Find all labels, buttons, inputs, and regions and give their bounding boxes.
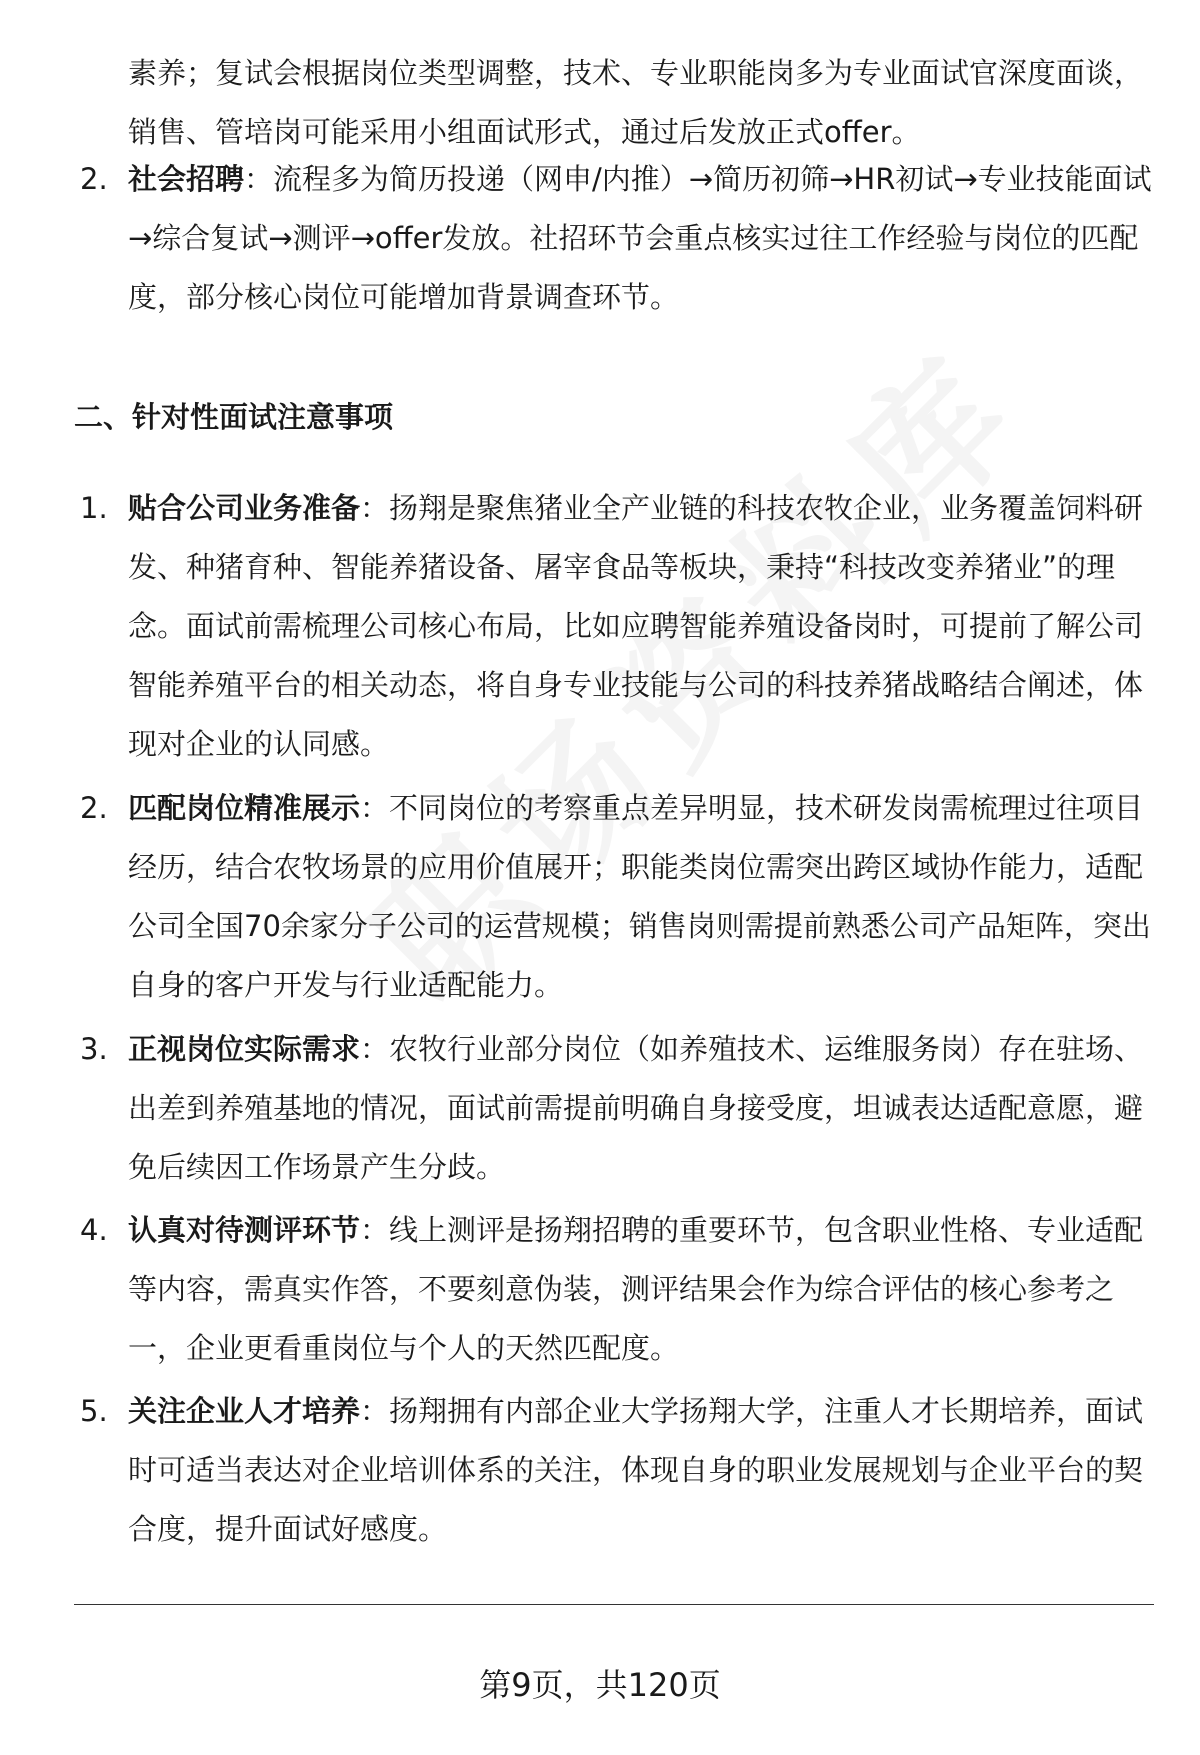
item-text: ：流程多为简历投递（网申/内推）→简历初筛→HR初试→专业技能面试→综合复试→测评→offer发放。社招环节会重点核实过往工作经验与岗位的匹配度，部分核心岗位可能增加背景调查环节。: [128, 162, 1152, 314]
list-number: 1.: [80, 491, 108, 525]
section-heading: 二、针对性面试注意事项: [74, 400, 394, 434]
list-item: [128, 779, 1156, 1015]
page-number: 第9页，共120页: [479, 1666, 721, 1704]
item-text: ：农牧行业部分岗位（如养殖技术、运维服务岗）存在驻场、出差到养殖基地的情况，面试前需提前明确自身接受度，坦诚表达适配意愿，避免后续因工作场景产生分歧。: [128, 1032, 1144, 1184]
item-text: ：扬翔是聚焦猪业全产业链的科技农牧企业，业务覆盖饲料研发、种猪育种、智能养猪设备、屠宰食品等板块，秉持“科技改变养猪业”的理念。面试前需梳理公司核心布局，比如应聘智能养殖设备岗时，可提前了解公司智能养殖平台的相关动态，将自身专业技能与公司的科技养猪战略结合阐述，体现对企业的认同感。: [128, 491, 1144, 761]
item-text: ：不同岗位的考察重点差异明显，技术研发岗需梳理过往项目经历，结合农牧场景的应用价值展开；职能类岗位需突出跨区域协作能力，适配公司全国70余家分子公司的运营规模；销售岗则需提前熟悉公司产品矩阵，突出自身的客户开发与行业适配能力。: [128, 791, 1151, 1002]
list-number: 2.: [80, 162, 108, 196]
item-text: 素养；复试会根据岗位类型调整，技术、专业职能岗多为专业面试官深度面谈，销售、管培岗可能采用小组面试形式，通过后发放正式offer。: [128, 56, 1144, 149]
list-item: [128, 150, 1156, 327]
footer-divider: [74, 1604, 1154, 1605]
list-item: [128, 1201, 1156, 1378]
item-term: 社会招聘: [128, 162, 245, 196]
list-item: [128, 1382, 1156, 1559]
list-number: 5.: [80, 1394, 108, 1428]
item-term: 贴合公司业务准备: [128, 491, 361, 525]
list-number: 2.: [80, 791, 108, 825]
item-text: ：线上测评是扬翔招聘的重要环节，包含职业性格、专业适配等内容，需真实作答，不要刻意伪装，测评结果会作为综合评估的核心参考之一，企业更看重岗位与个人的天然匹配度。: [128, 1213, 1144, 1365]
list-item: [128, 479, 1156, 774]
list-item: [128, 1020, 1156, 1197]
item-term: 关注企业人才培养: [128, 1394, 361, 1428]
list-item-continuation: [128, 44, 1156, 162]
item-term: 匹配岗位精准展示: [128, 791, 361, 825]
item-term: 认真对待测评环节: [128, 1213, 361, 1247]
item-text: ：扬翔拥有内部企业大学扬翔大学，注重人才长期培养，面试时可适当表达对企业培训体系的关注，体现自身的职业发展规划与企业平台的契合度，提升面试好感度。: [128, 1394, 1144, 1546]
list-number: 4.: [80, 1213, 108, 1247]
item-term: 正视岗位实际需求: [128, 1032, 361, 1066]
list-number: 3.: [80, 1032, 108, 1066]
